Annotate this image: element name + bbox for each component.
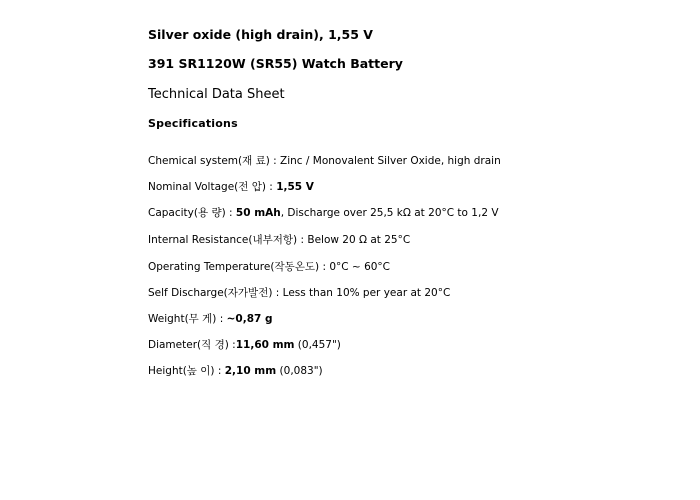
spec-value: 2,10 mm bbox=[224, 365, 277, 377]
spec-value: ~0,87 g bbox=[226, 313, 273, 325]
spec-label: Operating Temperature(작동온도) : bbox=[148, 261, 330, 273]
spec-value: 11,60 mm bbox=[235, 339, 295, 351]
spec-internal-resistance bbox=[148, 235, 410, 246]
spec-chemical-system bbox=[148, 156, 501, 167]
spec-diameter bbox=[148, 340, 341, 351]
spec-value: 50 mAh bbox=[235, 207, 281, 219]
spec-self-discharge bbox=[148, 288, 450, 299]
spec-value: Below 20 Ω at 25°C bbox=[307, 234, 411, 246]
section-heading-specifications: Specifications bbox=[148, 117, 238, 130]
spec-value: Zinc / Monovalent Silver Oxide, high drain bbox=[280, 155, 501, 167]
spec-capacity bbox=[148, 208, 499, 219]
spec-value: 0°C ~ 60°C bbox=[329, 261, 391, 273]
spec-label: Weight(무 게) : bbox=[148, 313, 227, 325]
spec-value: Less than 10% per year at 20°C bbox=[282, 287, 451, 299]
spec-label: Self Discharge(자가발전) : bbox=[148, 287, 283, 299]
spec-detail: (0,083") bbox=[276, 365, 323, 377]
spec-label: Internal Resistance(내부저항) : bbox=[148, 234, 308, 246]
document-subtitle: Technical Data Sheet bbox=[148, 87, 285, 102]
spec-height bbox=[148, 366, 323, 377]
spec-operating-temperature bbox=[148, 262, 390, 273]
spec-value: 1,55 V bbox=[276, 181, 314, 193]
spec-nominal-voltage bbox=[148, 182, 314, 193]
spec-label: Chemical system(재 료) : bbox=[148, 155, 281, 167]
spec-label: Height(높 이) : bbox=[148, 365, 225, 377]
spec-detail: (0,457") bbox=[294, 339, 341, 351]
spec-label: Nominal Voltage(전 압) : bbox=[148, 181, 277, 193]
product-name: 391 SR1120W (SR55) Watch Battery bbox=[148, 56, 403, 71]
spec-label: Capacity(용 량) : bbox=[148, 207, 236, 219]
spec-weight bbox=[148, 314, 273, 325]
spec-detail: , Discharge over 25,5 kΩ at 20°C to 1,2 V bbox=[280, 207, 499, 219]
spec-label: Diameter(직 경) : bbox=[148, 339, 236, 351]
battery-type-title: Silver oxide (high drain), 1,55 V bbox=[148, 27, 373, 42]
